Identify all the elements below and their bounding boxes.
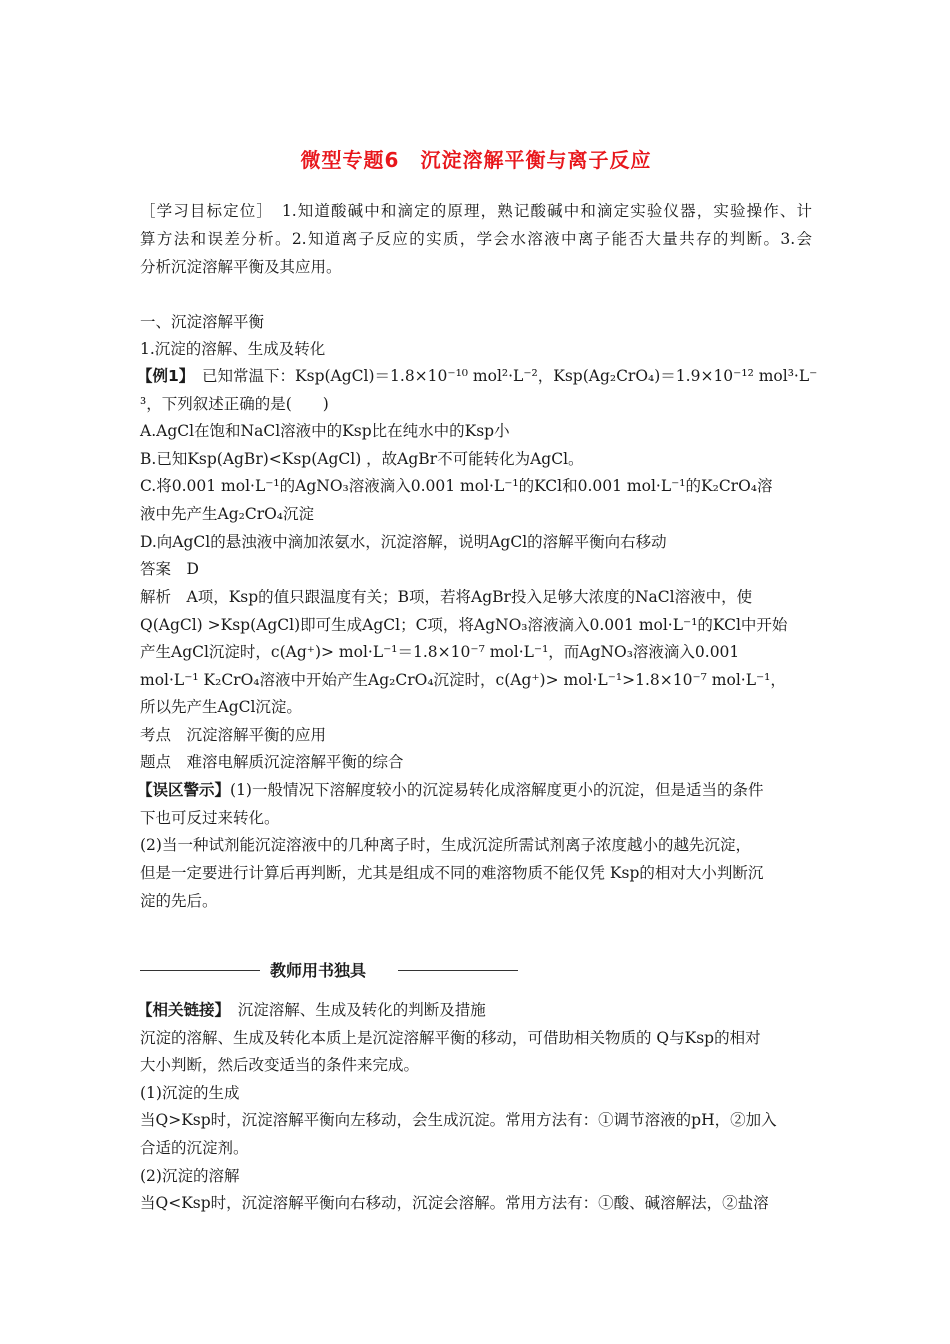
example-tag: 【例1】 — [137, 367, 187, 385]
analysis-line-4: mol·L⁻¹ K₂CrO₄溶液中开始产生Ag₂CrO₄沉淀时，c(Ag⁺)> mol·L⁻¹>1.8×10⁻⁷ mol·L⁻¹， — [140, 671, 786, 689]
link-para-4: 合适的沉淀剂。 — [140, 1139, 249, 1157]
link-tag: 【相关链接】 — [137, 1001, 223, 1019]
subsection-heading: 1.沉淀的溶解、生成及转化 — [140, 340, 326, 358]
teacher-divider-label: 教师用书独具 — [270, 961, 367, 980]
divider-rule-right — [398, 970, 518, 971]
analysis-line-3: 产生AgCl沉淀时，c(Ag⁺)> mol·L⁻¹＝1.8×10⁻⁷ mol·L⁻¹，而AgNO₃溶液滴入0.001 — [140, 643, 740, 661]
divider-rule-left — [140, 970, 260, 971]
option-c-line-2: 液中先产生Ag₂CrO₄沉淀 — [140, 505, 315, 523]
link-para-1: 沉淀的溶解、生成及转化本质上是沉淀溶解平衡的移动，可借助相关物质的 Q与Ksp的相对 — [140, 1029, 761, 1047]
option-d: D.向AgCl的悬浊液中滴加浓氨水，沉淀溶解，说明AgCl的溶解平衡向右移动 — [140, 533, 667, 551]
example-line-2: ³，下列叙述正确的是( ) — [140, 395, 329, 413]
option-a: A.AgCl在饱和NaCl溶液中的Ksp比在纯水中的Ksp小 — [140, 422, 510, 440]
link-para-5: 当Q<Ksp时，沉淀溶解平衡向右移动，沉淀会溶解。常用方法有：①酸、碱溶解法，②盐溶 — [140, 1194, 769, 1212]
analysis-line-1: 解析 A项，Ksp的值只跟温度有关；B项，若将AgBr投入足够大浓度的NaCl溶液中，使 — [140, 588, 753, 606]
link-heading-1: (1)沉淀的生成 — [140, 1084, 240, 1102]
warning-line-3: (2)当一种试剂能沉淀溶液中的几种离子时，生成沉淀所需试剂离子浓度越小的越先沉淀， — [140, 836, 751, 854]
analysis-line-5: 所以先产生AgCl沉淀。 — [140, 698, 302, 716]
link-para-2: 大小判断，然后改变适当的条件来完成。 — [140, 1056, 420, 1074]
warning-line-2: 下也可反过来转化。 — [140, 809, 280, 827]
answer: 答案 D — [140, 560, 199, 578]
link-para-3: 当Q>Ksp时，沉淀溶解平衡向左移动，会生成沉淀。常用方法有：①调节溶液的pH，②加入 — [140, 1111, 777, 1129]
objectives-line-1: ［学习目标定位］ 1.知道酸碱中和滴定的原理，熟记酸碱中和滴定实验仪器，实验操作、计 — [140, 202, 812, 220]
teacher-divider — [140, 958, 520, 982]
example-line-1 — [137, 366, 817, 386]
analysis-line-2: Q(AgCl) >Ksp(AgCl)即可生成AgCl；C项，将AgNO₃溶液滴入0.001 mol·L⁻¹的KCl中开始 — [140, 616, 788, 634]
link-heading-2: (2)沉淀的溶解 — [140, 1167, 240, 1185]
section-heading: 一、沉淀溶解平衡 — [140, 313, 265, 331]
tidian: 题点 难溶电解质沉淀溶解平衡的综合 — [140, 753, 404, 771]
link-title: 沉淀溶解、生成及转化的判断及措施 — [222, 1001, 486, 1019]
objectives-line-3: 分析沉淀溶解平衡及其应用。 — [140, 258, 342, 276]
option-c-line-1: C.将0.001 mol·L⁻¹的AgNO₃溶液滴入0.001 mol·L⁻¹的KCl和0.001 mol·L⁻¹的K₂CrO₄溶 — [140, 477, 773, 495]
kaodian: 考点 沉淀溶解平衡的应用 — [140, 726, 327, 744]
example-stem: 已知常温下：Ksp(AgCl)＝1.8×10⁻¹⁰ mol²·L⁻²，Ksp(Ag₂CrO₄)＝1.9×10⁻¹² mol³·L⁻ — [186, 367, 818, 385]
warning-line-1 — [137, 780, 763, 800]
warning-line-4: 但是一定要进行计算后再判断，尤其是组成不同的难溶物质不能仅凭 Ksp的相对大小判断沉 — [140, 864, 764, 882]
link-heading — [137, 1000, 486, 1020]
warning-tag: 【误区警示】 — [137, 781, 231, 799]
warning-line-5: 淀的先后。 — [140, 892, 218, 910]
objectives-line-2: 算方法和误差分析。2.知道离子反应的实质，学会水溶液中离子能否大量共存的判断。3.会 — [140, 230, 812, 248]
option-b: B.已知Ksp(AgBr)<Ksp(AgCl) ，故AgBr不可能转化为AgCl。 — [140, 450, 584, 468]
page-title: 微型专题6 沉淀溶解平衡与离子反应 — [300, 148, 652, 172]
warning-text: (1)一般情况下溶解度较小的沉淀易转化成溶解度更小的沉淀，但是适当的条件 — [230, 781, 764, 799]
